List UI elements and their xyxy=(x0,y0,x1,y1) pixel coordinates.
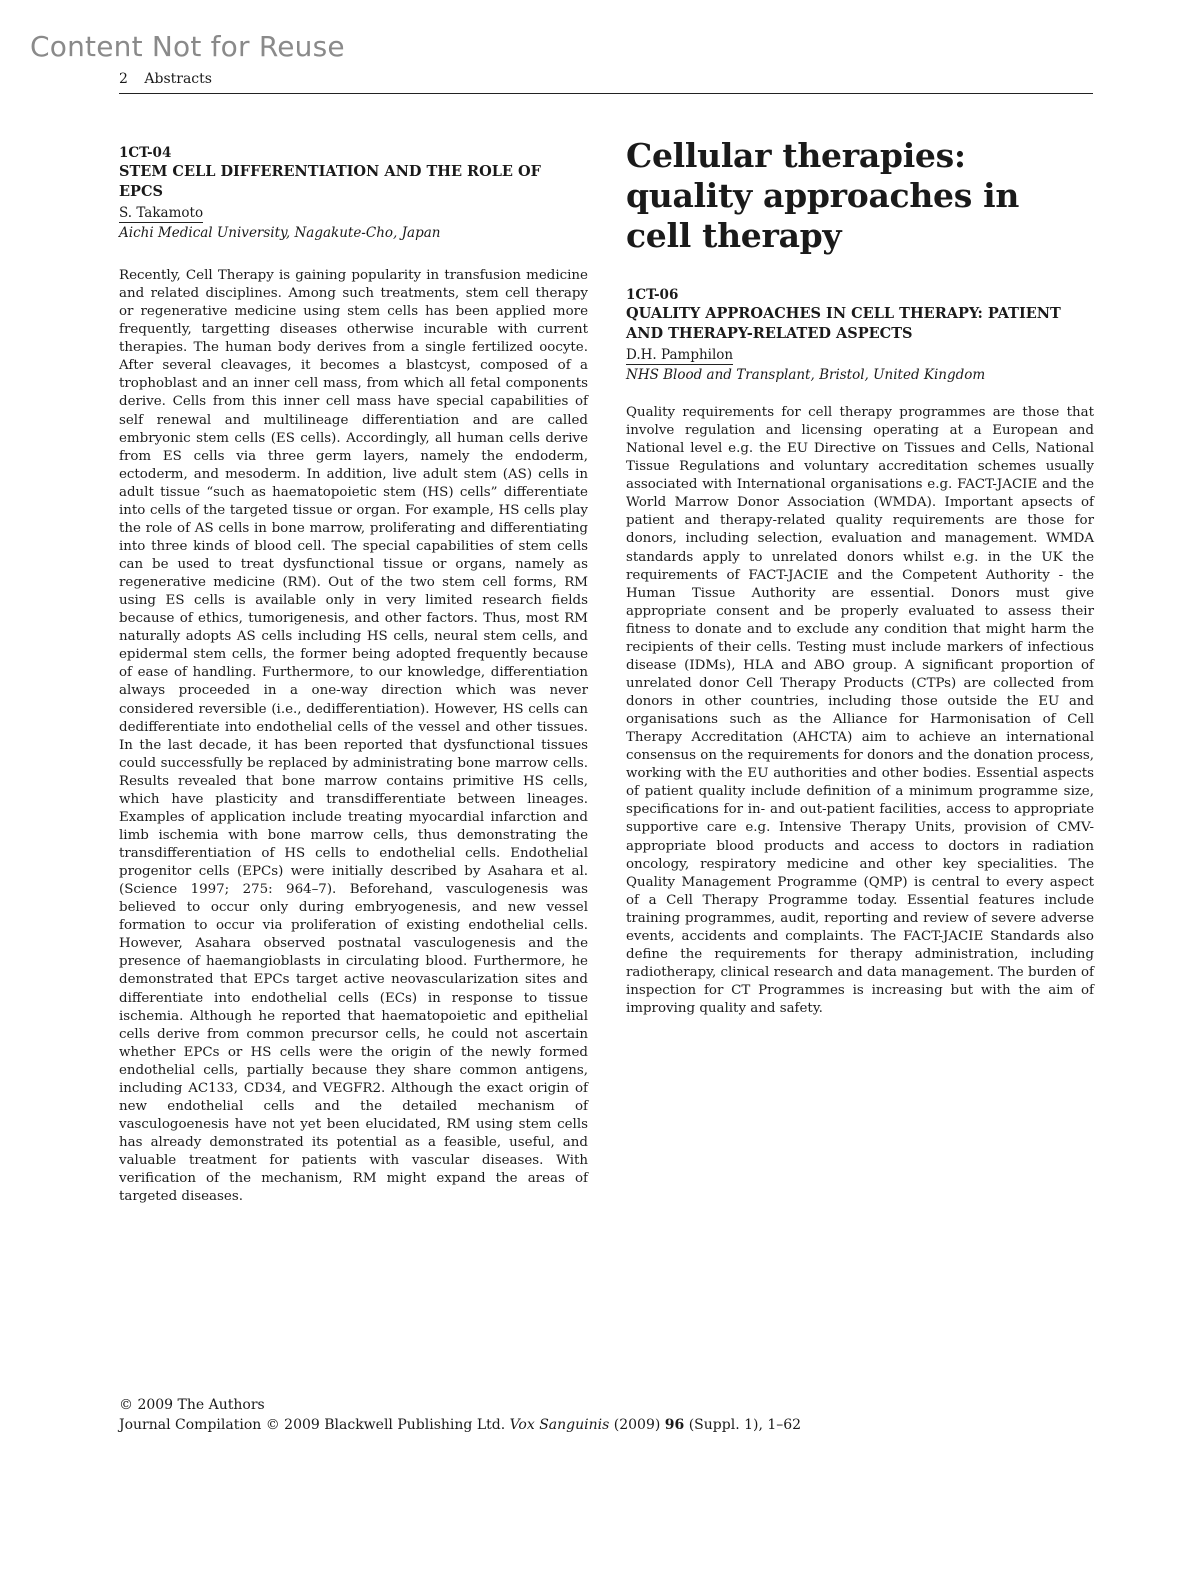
abstract-author: D.H. Pamphilon xyxy=(626,347,734,363)
abstract-id: 1CT-04 xyxy=(119,145,172,161)
abstract-affiliation: NHS Blood and Transplant, Bristol, United Kingdom xyxy=(626,367,986,383)
footer-volume: 96 xyxy=(664,1417,685,1433)
page-number: 2 xyxy=(119,71,128,87)
section-heading: Cellular therapies: quality approaches in cell therapy xyxy=(626,136,1020,255)
abstract-author: S. Takamoto xyxy=(119,205,204,221)
abstract-title: QUALITY APPROACHES IN CELL THERAPY: PATIENT AND THERAPY-RELATED ASPECTS xyxy=(626,305,1061,342)
abstract-1ct-04 xyxy=(119,144,588,1206)
footer-compilation: Journal Compilation © 2009 Blackwell Publishing Ltd. xyxy=(119,1417,506,1433)
footer-year: (2009) xyxy=(613,1417,661,1433)
header-rule xyxy=(119,93,1093,94)
abstract-1ct-06 xyxy=(626,286,1094,1018)
abstract-affiliation: Aichi Medical University, Nagakute-Cho, Japan xyxy=(119,225,441,241)
left-column xyxy=(119,144,588,1206)
footer-copyright: © 2009 The Authors xyxy=(119,1397,265,1413)
abstract-title: STEM CELL DIFFERENTIATION AND THE ROLE OF EPCS xyxy=(119,163,541,200)
abstract-id: 1CT-06 xyxy=(626,287,679,303)
footer-journal-line xyxy=(119,1415,819,1435)
running-head xyxy=(119,69,1093,89)
page-footer xyxy=(119,1395,819,1435)
abstract-body: Quality requirements for cell therapy programmes are those that involve regulation and licensing operating at a European and National level e.g. the EU Directive on Tissues and Cells, National Tissue Regulations and voluntary accreditation schemes usually associated with International organisations e.g. FACT-JACIE and the World Marrow Donor Association (WMDA). Important apsects of patient and therapy-related quality requirements are those for donors, including selection, evaluation and management. WMDA standards apply to unrelated donors whilst e.g. in the UK the requirements of FACT-JACIE and the Competent Authority - the Human Tissue Authority are essential. Donors must give appropriate consent and be properly evaluated to assess their fitness to donate and to exclude any condition that might harm the recipients of their cells. Testing must include markers of infectious disease (IDMs), HLA and ABO group. A significant proportion of unrelated donor Cell Therapy Products (CTPs) are collected from donors in other countries, including those outside the EU and organisations such as the Alliance for Harmonisation of Cell Therapy Accreditation (AHCTA) aim to achieve an international consensus on the requirements for donors and the donation process, working with the EU authorities and other bodies. Essential aspects of patient quality include definition of a minimum programme size, specifications for in- and out-patient facilities, access to appropriate supportive care e.g. Intensive Therapy Units, provision of CMV-appropriate blood products and access to doctors in radiation oncology, respiratory medicine and other key specialities. The Quality Management Programme (QMP) is central to every aspect of a Cell Therapy Programme today. Essential features include training programmes, audit, reporting and review of severe adverse events, accidents and complaints. The FACT-JACIE Standards also define the requirements for therapy administration, including radiotherapy, clinical research and data management. The burden of inspection for CT Programmes is increasing but with the aim of improving quality and safety. xyxy=(626,405,1094,1017)
footer-suppl: (Suppl. 1), 1–62 xyxy=(688,1417,802,1433)
abstract-body: Recently, Cell Therapy is gaining popularity in transfusion medicine and related disciplines. Among such treatments, stem cell therapy or regenerative medicine using stem cells has been applied more frequently, targetting diseases otherwise incurable with current therapies. The human body derives from a single fertilized oocyte. After several cleavages, it becomes a blastcyst, composed of a trophoblast and an inner cell mass, from which all fetal components derive. Cells from this inner cell mass have special capabilities of self renewal and multilineage differentiation and are called embryonic stem cells (ES cells). Accordingly, all human cells derive from ES cells via three germ layers, namely the endoderm, ectoderm, and mesoderm. In addition, live adult stem (AS) cells in adult tissue “such as haematopoietic stem (HS) cells” differentiate into cells of the targeted tissue or organ. For example, HS cells play the role of AS cells in bone marrow, proliferating and differentiating into three kinds of blood cell. The special capabilities of stem cells can be used to treat dysfunctional tissue or organs, namely as regenerative medicine (RM). Out of the two stem cell forms, RM using ES cells is available only in very limited research fields because of ethics, tumorigenesis, and other factors. Thus, most RM naturally adopts AS cells including HS cells, neural stem cells, and epidermal stem cells, the former being adopted frequently because of ease of handling. Furthermore, to our knowledge, differentiation always proceeded in a one-way direction which was never considered reversible (i.e., dedifferentiation). However, HS cells can dedifferentiate into endothelial cells of the vessel and other tissues. In the last decade, it has been reported that dysfunctional tissues could successfully be replaced by administrating bone marrow cells. Results revealed that bone marrow contains primitive HS cells, which have plasticity and transdifferentiate between lineages. Examples of application include treating myocardial infarction and limb ischemia with bone marrow cells, thus demonstrating the transdifferentiation of HS cells to endothelial cells. Endothelial progenitor cells (EPCs) were initially described by Asahara et al. (Science 1997; 275: 964–7). Beforehand, vasculogenesis was believed to occur only during embryogenesis, and new vessel formation to occur via proliferation of existing endothelial cells. However, Asahara observed postnatal vasculogenesis and the presence of haemangioblasts in circulating blood. Furthermore, he demonstrated that EPCs target active neovascularization sites and differentiate into endothelial cells (ECs) in response to tissue ischemia. Although he reported that haematopoietic and epithelial cells derive from common precursor cells, he could not ascertain whether EPCs or HS cells were the origin of the newly formed endothelial cells, partially because they share common antigens, including AC133, CD34, and VEGFR2. Although the exact origin of new endothelial cells and the detailed mechanism of vasculogoenesis have not yet been elucidated, RM using stem cells has already demonstrated its potential as a feasible, useful, and valuable treatment for patients with vascular diseases. With verification of the mechanism, RM might expand the areas of targeted diseases. xyxy=(119,268,588,1205)
running-head-section: Abstracts xyxy=(144,71,212,87)
right-column xyxy=(626,136,1094,1018)
footer-journal-name: Vox Sanguinis xyxy=(509,1417,610,1433)
watermark-text: Content Not for Reuse xyxy=(30,30,345,63)
